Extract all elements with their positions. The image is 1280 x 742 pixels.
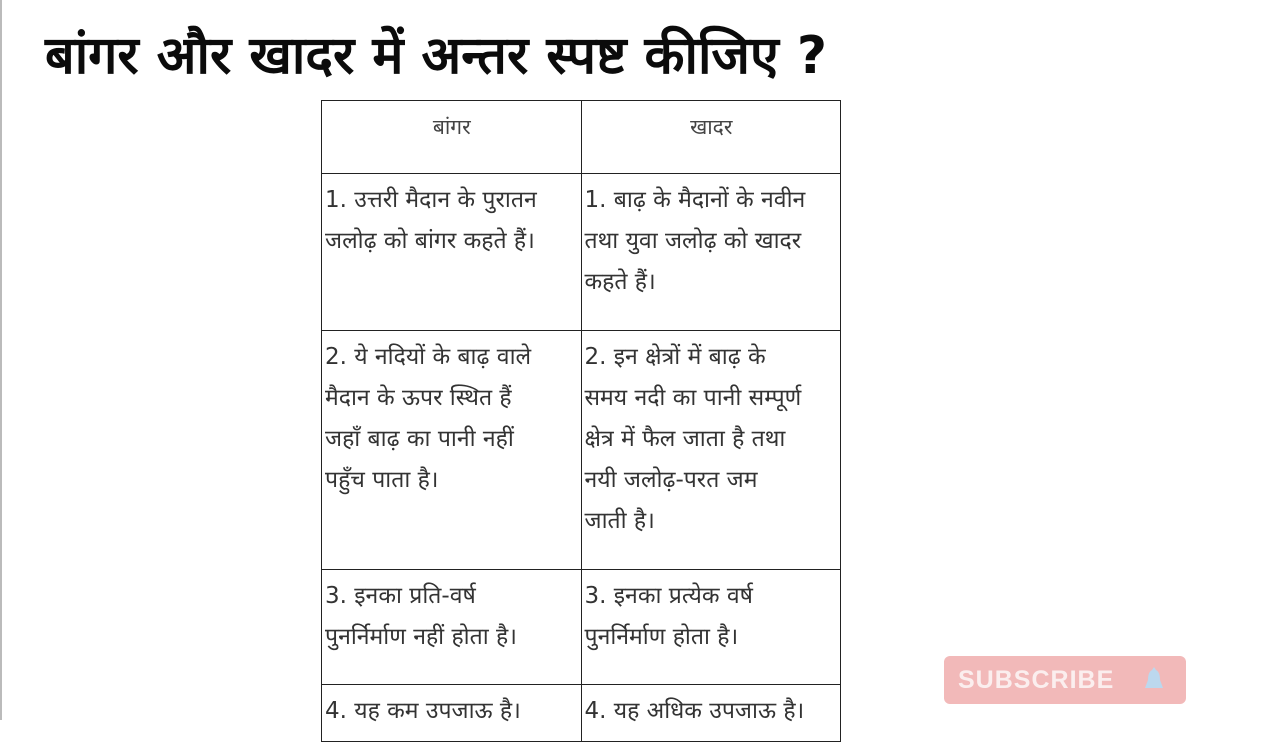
cell-khadar (581, 331, 841, 570)
cell-line: 2. ये नदियों के बाढ़ वाले (325, 344, 532, 370)
table-row (322, 685, 841, 742)
table-header-row (322, 101, 841, 174)
cell-khadar (581, 174, 841, 331)
subscribe-button[interactable] (944, 656, 1186, 704)
table-row (322, 174, 841, 331)
page-title: बांगर और खादर में अन्तर स्पष्ट कीजिए ? (45, 26, 828, 86)
cell-line: 1. उत्तरी मैदान के पुरातन (325, 187, 537, 213)
cell-line: जलोढ़ को बांगर कहते हैं। (325, 228, 535, 254)
table-row (322, 570, 841, 685)
cell-line: पहुँच पाता है। (325, 467, 439, 493)
cell-khadar (581, 685, 841, 742)
cell-line: तथा युवा जलोढ़ को खादर (584, 228, 802, 254)
cell-bangar (322, 685, 582, 742)
cell-line: 3. इनका प्रति-वर्ष (325, 583, 476, 609)
table-row (322, 331, 841, 570)
header-khadar: खादर (581, 101, 841, 174)
cell-bangar (322, 570, 582, 685)
cell-line: पुनर्निर्माण नहीं होता है। (325, 624, 517, 650)
cell-line: 1. बाढ़ के मैदानों के नवीन (584, 187, 806, 213)
cell-bangar (322, 174, 582, 331)
cell-line: पुनर्निर्माण होता है। (584, 624, 739, 650)
cell-line: कहते हैं। (584, 269, 656, 295)
cell-line: जहाँ बाढ़ का पानी नहीं (325, 426, 514, 452)
cell-line: मैदान के ऊपर स्थित हैं (325, 385, 512, 411)
bell-icon (1144, 666, 1164, 692)
cell-line: नयी जलोढ़-परत जम (584, 467, 758, 493)
cell-line: जाती है। (584, 508, 655, 534)
cell-line: 3. इनका प्रत्येक वर्ष (584, 583, 753, 609)
cell-bangar (322, 331, 582, 570)
cell-line: समय नदी का पानी सम्पूर्ण (584, 385, 802, 411)
cell-line: 4. यह कम उपजाऊ है। (325, 698, 521, 724)
comparison-table (321, 100, 841, 742)
cell-khadar (581, 570, 841, 685)
cell-line: 4. यह अधिक उपजाऊ है। (584, 698, 805, 724)
left-edge-divider (0, 0, 2, 720)
subscribe-label: SUBSCRIBE (958, 666, 1115, 694)
cell-line: क्षेत्र में फैल जाता है तथा (584, 426, 786, 452)
header-bangar: बांगर (322, 101, 582, 174)
cell-line: 2. इन क्षेत्रों में बाढ़ के (584, 344, 766, 370)
